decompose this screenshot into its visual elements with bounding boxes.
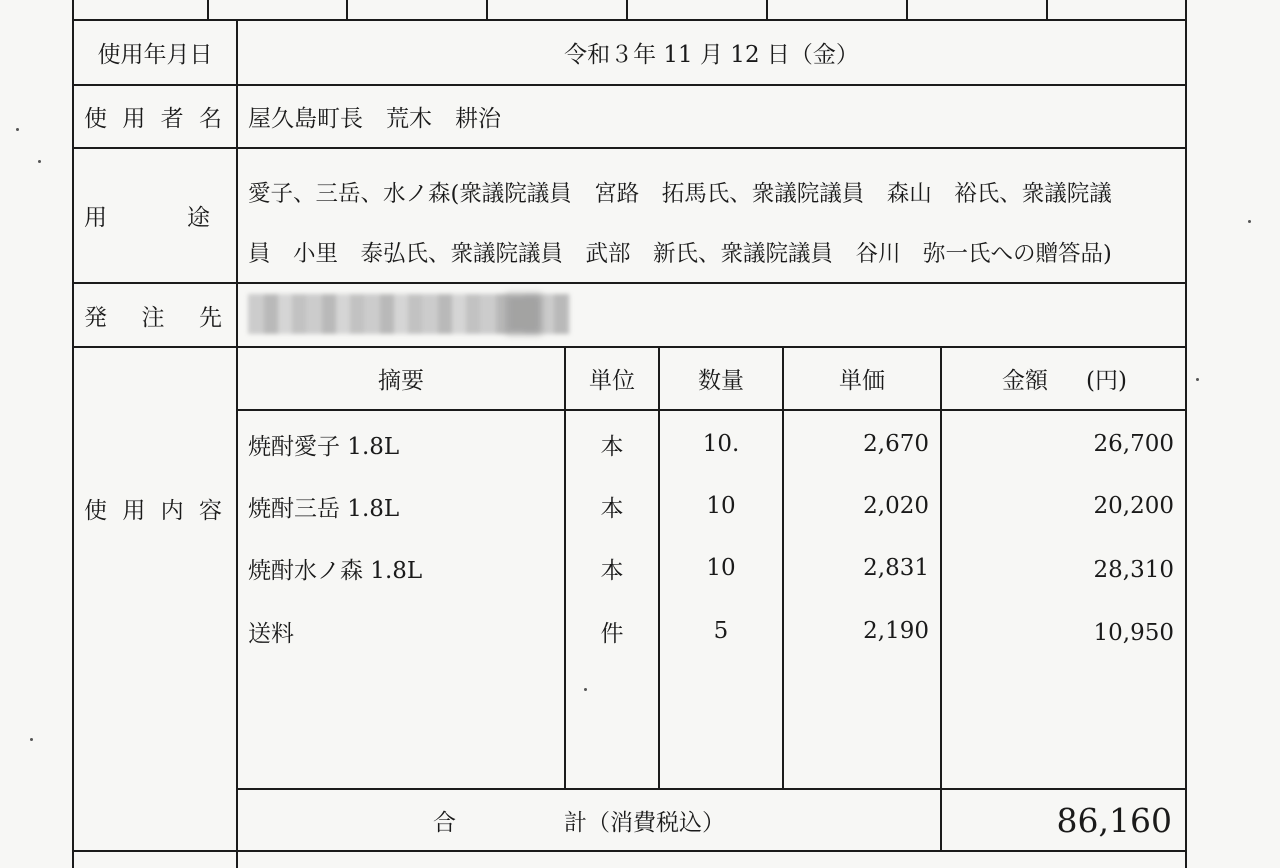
row-qty: 5 xyxy=(713,618,729,644)
label-user: 使 用 者 名 xyxy=(84,106,222,132)
date-value: 令和３年 11 月 12 日（金） xyxy=(564,42,859,68)
header-price: 単価 xyxy=(839,368,885,394)
row-qty: 10. xyxy=(702,431,740,457)
row-qty: 10 xyxy=(706,555,736,581)
row-unit: 本 xyxy=(600,433,624,460)
row-desc: 送料 xyxy=(248,620,294,647)
row-desc: 焼酎水ノ森 1.8L xyxy=(248,557,423,584)
row-price: 2,670 xyxy=(863,431,929,457)
row-unit: 件 xyxy=(600,620,624,647)
row-price: 2,020 xyxy=(863,493,929,519)
row-amount: 26,700 xyxy=(1093,431,1174,457)
row-amount: 28,310 xyxy=(1093,557,1174,583)
row-price: 2,831 xyxy=(863,555,929,581)
label-purpose: 用 途 xyxy=(84,205,210,231)
row-unit: 本 xyxy=(600,557,624,584)
header-qty: 数量 xyxy=(698,368,744,394)
row-amount: 20,200 xyxy=(1093,493,1174,519)
label-date: 使用年月日 xyxy=(97,42,213,68)
row-desc: 焼酎三岳 1.8L xyxy=(248,495,400,522)
redacted-vendor xyxy=(248,294,570,334)
row-unit: 本 xyxy=(600,495,624,522)
header-unit: 単位 xyxy=(589,368,635,394)
row-desc: 焼酎愛子 1.8L xyxy=(248,433,400,460)
row-price: 2,190 xyxy=(863,618,929,644)
header-desc: 摘要 xyxy=(378,368,424,394)
label-contents: 使 用 内 容 xyxy=(84,497,222,524)
row-amount: 10,950 xyxy=(1093,620,1174,646)
total-value: 86,160 xyxy=(1056,800,1172,840)
label-vendor: 発 注 先 xyxy=(84,304,222,331)
row-qty: 10 xyxy=(706,493,736,519)
user-value: 屋久島町長 荒木 耕治 xyxy=(248,106,501,132)
total-label: 合 計（消費税込） xyxy=(433,809,725,836)
purpose-value: 愛子、三岳、水ノ森(衆議院議員 宮路 拓馬氏、衆議院議員 森山 裕氏、衆議院議 員 小里 泰弘氏、衆議院議員 武部 新氏、衆議院議員 谷川 弥一氏への贈答品) xyxy=(248,181,1112,267)
header-amount: 金額 (円) xyxy=(1002,368,1127,394)
